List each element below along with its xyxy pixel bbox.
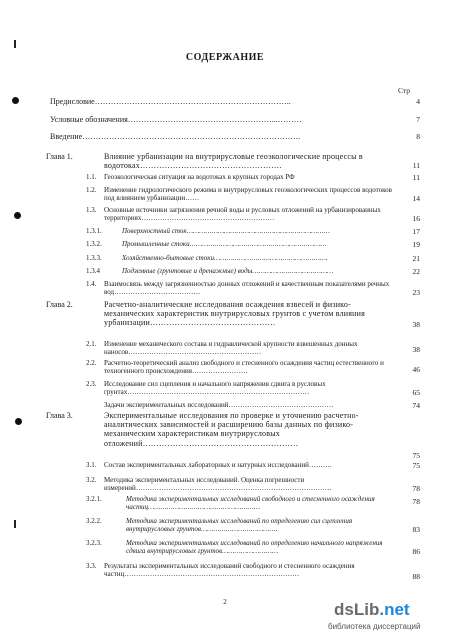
- toc-entry-number: 2.2.: [86, 359, 97, 367]
- toc-entry-text: Методика экспериментальных исследований по определению начального напряжения сдвига внутрирусловых грунтов………………………: [126, 539, 383, 556]
- toc-entry-number: 1.3.1.: [86, 227, 102, 235]
- toc-entry-text: Результаты экспериментальных исследований свободного и стесненного осаждения частиц…………………………………………………………………: [104, 562, 355, 579]
- toc-entry-page: 74: [412, 401, 420, 410]
- toc-entry-text: Введение……………………………………………………………………….: [50, 132, 301, 141]
- toc-entry-page: 65: [412, 388, 420, 397]
- toc-entry-page: 46: [412, 365, 420, 374]
- toc-entry-number: 1.3.2.: [86, 240, 102, 248]
- toc-entry-text: Промышленные стоки…………………………………………………………: [122, 240, 327, 248]
- watermark-subtitle: библиотека диссертаций: [328, 622, 421, 631]
- toc-entry-number: 3.2.: [86, 476, 97, 484]
- toc-entry-page: 22: [412, 267, 420, 276]
- toc-entry-number: 1.3.3.: [86, 254, 102, 262]
- page-title: СОДЕРЖАНИЕ: [185, 52, 265, 63]
- scan-mark: [14, 40, 16, 48]
- toc-entry-page: 11: [412, 173, 420, 182]
- toc-entry-text: Хозяйственно-бытовые стоки……………………………………………….: [122, 254, 328, 262]
- toc-entry-page: 78: [412, 484, 420, 493]
- page-column-header: Стр: [398, 86, 411, 95]
- watermark-tld: .net: [379, 600, 410, 619]
- toc-entry-number: Глава 1.: [46, 152, 73, 161]
- toc-entry-text: Изменение механического состава и гидравлической крупности взвешенных донных наносов…………………………………………………: [104, 340, 358, 357]
- toc-entry-page: 75: [412, 461, 420, 470]
- toc-entry-number: 1.3.: [86, 206, 97, 214]
- toc-entry-number: 1.3.4: [86, 267, 100, 275]
- toc-entry-text: Геоэкологическая ситуация на водотоках в крупных городах РФ: [104, 173, 295, 181]
- toc-entry-number: 3.2.1.: [86, 495, 102, 503]
- toc-entry-text: Поверхностный сток……………………………………………………………: [122, 227, 330, 235]
- toc-entry-page: 88: [412, 572, 420, 581]
- toc-entry-number: Глава 3.: [46, 411, 73, 420]
- toc-entry-text: Расчетно-теоретический анализ свободного и стесненного осаждения частиц естественного и техногенного происхождения……………………: [104, 359, 384, 376]
- toc-entry-number: 3.2.3.: [86, 539, 102, 547]
- toc-entry-page: 38: [412, 345, 420, 354]
- toc-entry-text: Задачи экспериментальных исследований………………………………………: [104, 401, 334, 409]
- toc-entry-number: 1.4.: [86, 280, 97, 288]
- toc-entry-text: Подземные (грунтовые и дренажные) воды…………………………………: [122, 267, 334, 275]
- toc-entry-page: 75: [412, 451, 420, 460]
- toc-entry-page: 4: [416, 97, 420, 106]
- watermark-brand: dsLib: [334, 600, 380, 619]
- toc-entry-number: Глава 2.: [46, 300, 73, 309]
- watermark: [318, 600, 448, 634]
- toc-entry-page: 17: [412, 227, 420, 236]
- toc-entry-page: 8: [416, 132, 420, 141]
- watermark-logo: [334, 600, 410, 620]
- toc-entry-text: Исследование сил сцепления и начального напряжения сдвига в русловых грунтах……………………………………………………………………: [104, 380, 326, 397]
- toc-entry-page: 83: [412, 525, 420, 534]
- toc-entry-text: Состав экспериментальных лабораторных и натурных исследований……….: [104, 461, 332, 469]
- toc-entry-text: Предисловие………………………………………………………………..: [50, 97, 291, 106]
- toc-entry-text: Влияние урбанизации на внутрирусловые геоэкологические процессы в водотоках…………………………………………….: [104, 152, 363, 171]
- toc-entry-page: 7: [416, 115, 420, 124]
- binder-hole-mark: [12, 97, 19, 104]
- toc-entry-number: 2.1.: [86, 340, 97, 348]
- binder-hole-mark: [15, 418, 22, 425]
- toc-entry-number: 2.3.: [86, 380, 97, 388]
- toc-entry-page: 16: [412, 214, 420, 223]
- toc-entry-text: Взаимосвязь между загрязненностью донных отложений и качественным показателями речных вод……………………………….: [104, 280, 390, 297]
- toc-entry-page: 86: [412, 547, 420, 556]
- toc-entry-number: 1.2.: [86, 186, 97, 194]
- toc-entry-number: 1.1.: [86, 173, 97, 181]
- toc-entry-page: 23: [412, 288, 420, 297]
- toc-entry-text: Методика экспериментальных исследований по определению сил сцепления внутрирусловых грунтов……………………………….: [126, 517, 353, 534]
- toc-entry-page: 78: [412, 497, 420, 506]
- toc-entry-page: 11: [412, 161, 420, 170]
- toc-entry-number: 3.3.: [86, 562, 97, 570]
- toc-entry-number: 3.2.2.: [86, 517, 102, 525]
- toc-entry-page: 14: [412, 194, 420, 203]
- toc-entry-page: 19: [412, 240, 420, 249]
- toc-entry-text: Основные источники загрязнения речной воды и русловых отложений на урбанизированных территориях…………………………………………………: [104, 206, 381, 223]
- toc-entry-text: Методика экспериментальных исследований. Оценка погрешности измерений…………………………………………………………………………: [104, 476, 332, 493]
- toc-entry-text: Методика экспериментальных исследований свободного и стесненного осаждения частиц………………………………………………: [126, 495, 375, 512]
- toc-entry-number: 3.1.: [86, 461, 97, 469]
- binder-hole-mark: [14, 212, 21, 219]
- toc-entry-page: 38: [412, 320, 420, 329]
- toc-entry-text: Расчетно-аналитические исследования осаждения взвесей и физико-механических характеристик внутрирусловых грунтов с учетом влияния урбанизации……………………………………….: [104, 300, 365, 328]
- toc-entry-text: Условные обозначения………………………………………………...………: [50, 115, 302, 124]
- toc-entry-text: Изменение гидрологического режима и внутрирусловых геоэкологических процессов водотоков под влиянием урбанизации……: [104, 186, 392, 203]
- toc-entry-text: Экспериментальные исследования по проверке и уточнению расчетно-аналитических зависимостей и расширению базы данных по физико-механическим характеристикам внутрирусловых отложений…………………………………………………: [104, 411, 359, 448]
- toc-entry-page: 21: [412, 254, 420, 263]
- page-number: 2: [223, 598, 227, 606]
- scan-mark: [14, 520, 16, 528]
